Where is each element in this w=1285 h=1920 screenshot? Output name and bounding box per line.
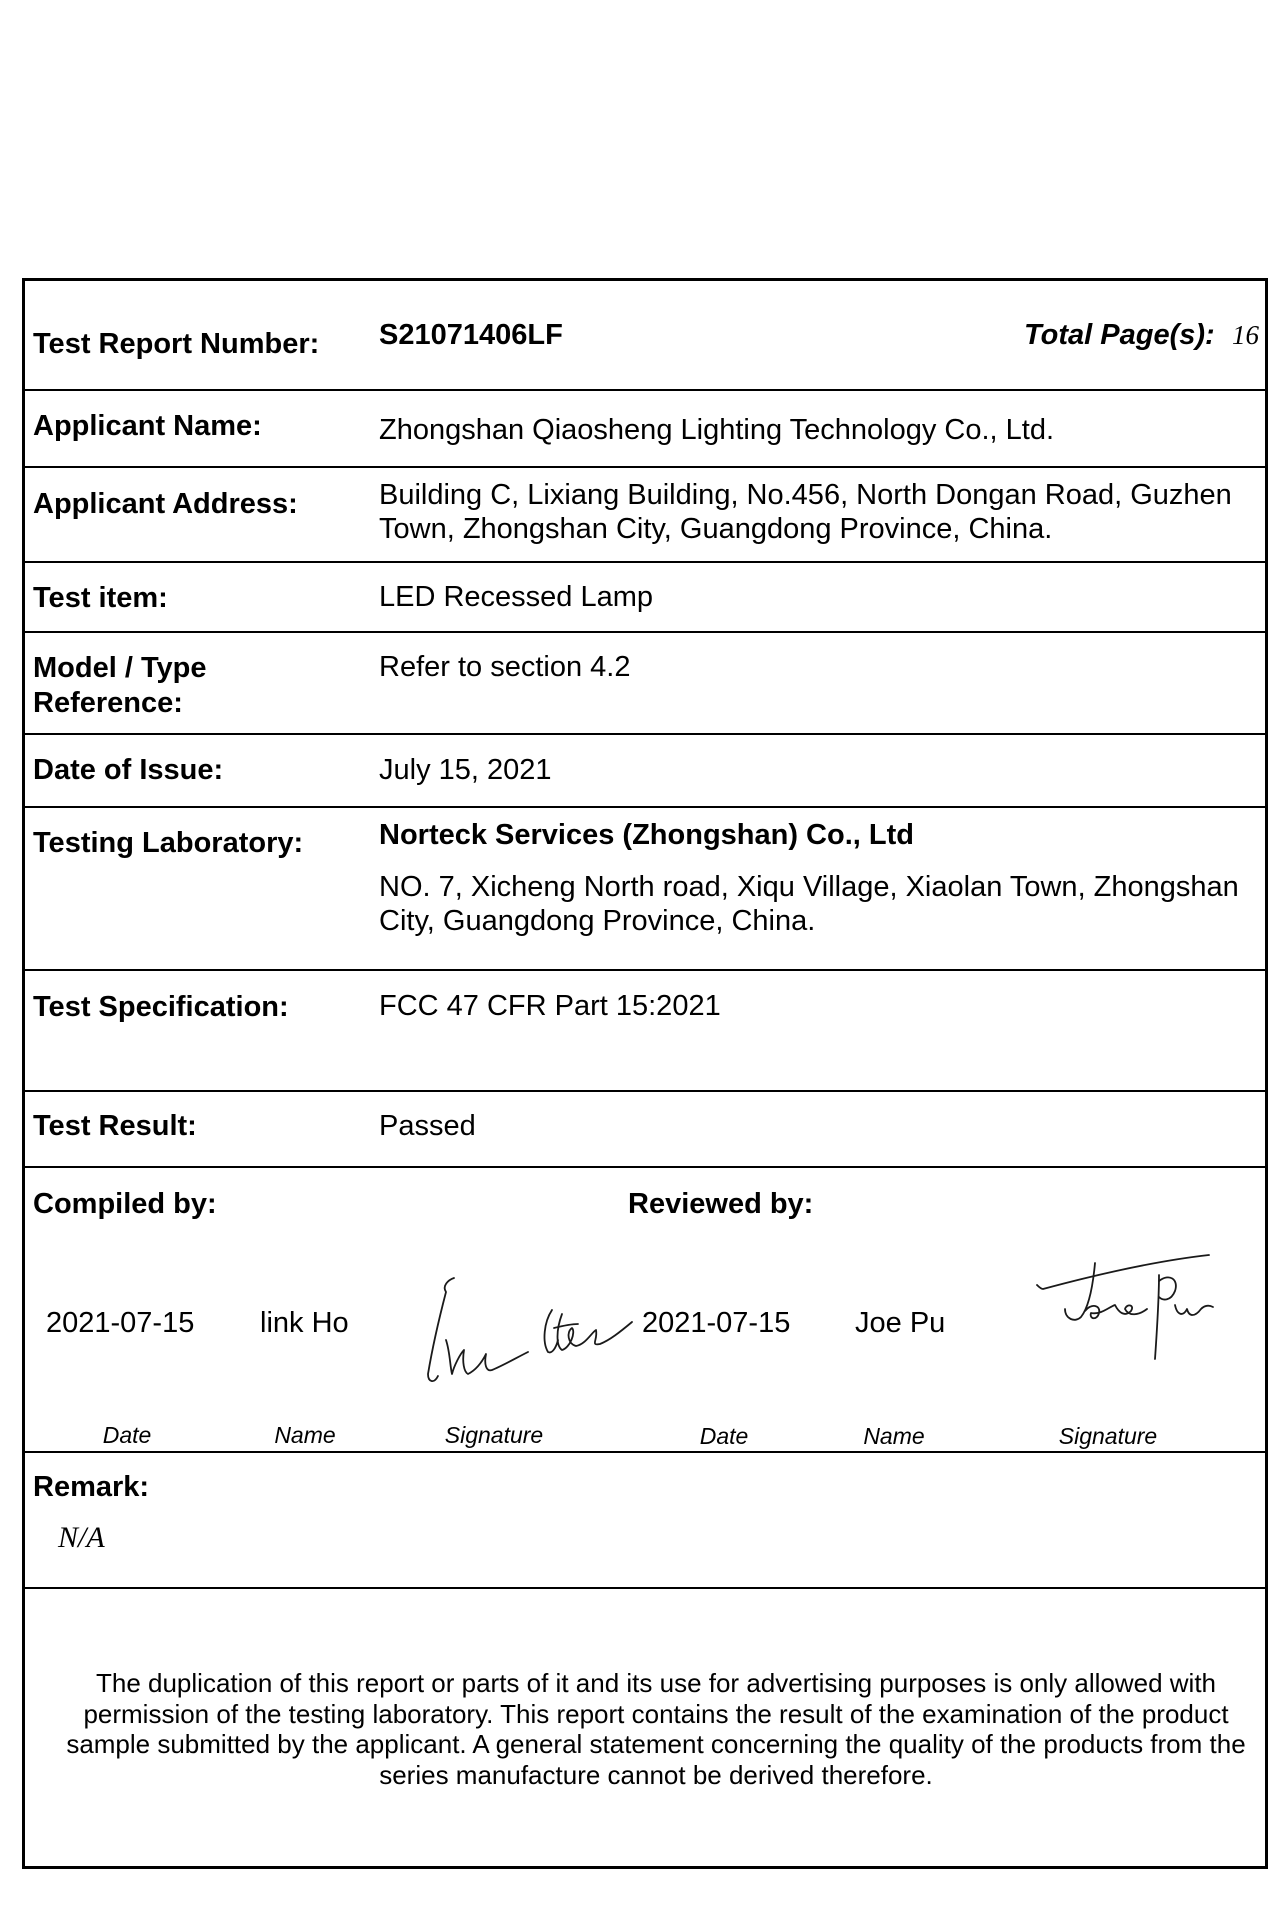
reviewed-date: 2021-07-15 [642, 1307, 791, 1339]
applicant-address-value [379, 478, 1232, 546]
date-of-issue-value: July 15, 2021 [379, 754, 552, 786]
row-divider [22, 389, 1268, 391]
row-divider [22, 1587, 1268, 1589]
report-number-value: S21071406LF [379, 319, 563, 351]
remark-label: Remark: [33, 1471, 150, 1503]
disclaimer-line: The duplication of this report or parts of it and its use for advertising purposes is only allowed with [95, 1668, 1217, 1698]
reviewed-by-heading: Reviewed by: [628, 1188, 814, 1220]
signature-stroke [558, 1314, 633, 1350]
caption-date: Date [102, 1422, 152, 1448]
row-divider [22, 1090, 1268, 1092]
row-divider [22, 631, 1268, 633]
testing-laboratory-address-line: NO. 7, Xicheng North road, Xiqu Village, Xiaolan Town, Zhongshan [379, 871, 1239, 903]
compiled-by-heading: Compiled by: [33, 1188, 217, 1220]
total-pages-value: 16 [1232, 320, 1259, 350]
test-item-label: Test item: [33, 582, 168, 614]
model-type-value: Refer to section 4.2 [379, 651, 631, 683]
disclaimer-line: sample submitted by the applicant. A general statement concerning the quality of the products from the [66, 1729, 1246, 1760]
testing-laboratory-name: Norteck Services (Zhongshan) Co., Ltd [379, 819, 914, 851]
date-of-issue-label: Date of Issue: [33, 754, 224, 786]
signature-stroke [1175, 1305, 1213, 1315]
report-number-label: Test Report Number: [33, 328, 320, 360]
test-item-value: LED Recessed Lamp [379, 581, 654, 613]
signature-stroke [545, 1310, 558, 1352]
row-divider [22, 466, 1268, 468]
remark-value: N/A [58, 1521, 105, 1554]
disclaimer-line: permission of the testing laboratory. This report contains the result of the examination of the product [83, 1698, 1229, 1729]
compiler-signature [420, 1270, 640, 1390]
caption-signature: Signature [1058, 1423, 1158, 1449]
applicant-address-line: Town, Zhongshan City, Guangdong Province, China. [379, 513, 1053, 545]
row-divider [22, 1166, 1268, 1168]
caption-signature: Signature [444, 1422, 544, 1448]
model-type-label [33, 651, 206, 721]
row-divider [22, 806, 1268, 808]
test-specification-label: Test Specification: [33, 991, 289, 1023]
row-divider [22, 969, 1268, 971]
model-type-label-line: Model / Type [33, 652, 207, 684]
testing-laboratory-address-line: City, Guangdong Province, China. [379, 905, 816, 937]
disclaimer [44, 1668, 1268, 1791]
total-pages-label: Total Page(s): [1024, 319, 1215, 351]
disclaimer-line: series manufacture cannot be derived therefore. [379, 1760, 933, 1791]
row-divider [22, 561, 1268, 563]
signature-stroke [1155, 1275, 1159, 1359]
signature-stroke [1037, 1255, 1209, 1289]
reviewer-signature [1035, 1245, 1215, 1370]
caption-name: Name [863, 1423, 925, 1449]
applicant-address-label: Applicant Address: [33, 488, 298, 520]
test-result-value: Passed [379, 1110, 476, 1142]
compiled-name: link Ho [260, 1307, 349, 1339]
caption-date: Date [699, 1423, 749, 1449]
compiled-date: 2021-07-15 [46, 1307, 195, 1339]
test-result-label: Test Result: [33, 1110, 197, 1142]
caption-name: Name [274, 1422, 336, 1448]
signature-stroke [1065, 1263, 1095, 1320]
row-divider [22, 1451, 1268, 1453]
signature-stroke [446, 1340, 528, 1374]
reviewed-name: Joe Pu [855, 1307, 946, 1339]
test-specification-value: FCC 47 CFR Part 15:2021 [379, 990, 721, 1022]
signature-stroke [1085, 1305, 1147, 1318]
model-type-label-line: Reference: [33, 687, 183, 719]
applicant-name-value: Zhongshan Qiaosheng Lighting Technology Co., Ltd. [379, 414, 1055, 446]
signature-stroke [554, 1324, 578, 1328]
testing-laboratory-address [379, 870, 1239, 938]
testing-laboratory-label: Testing Laboratory: [33, 827, 304, 859]
row-divider [22, 733, 1268, 735]
signature-stroke [1159, 1277, 1176, 1299]
applicant-address-line: Building C, Lixiang Building, No.456, North Dongan Road, Guzhen [379, 479, 1232, 511]
applicant-name-label: Applicant Name: [33, 410, 262, 442]
